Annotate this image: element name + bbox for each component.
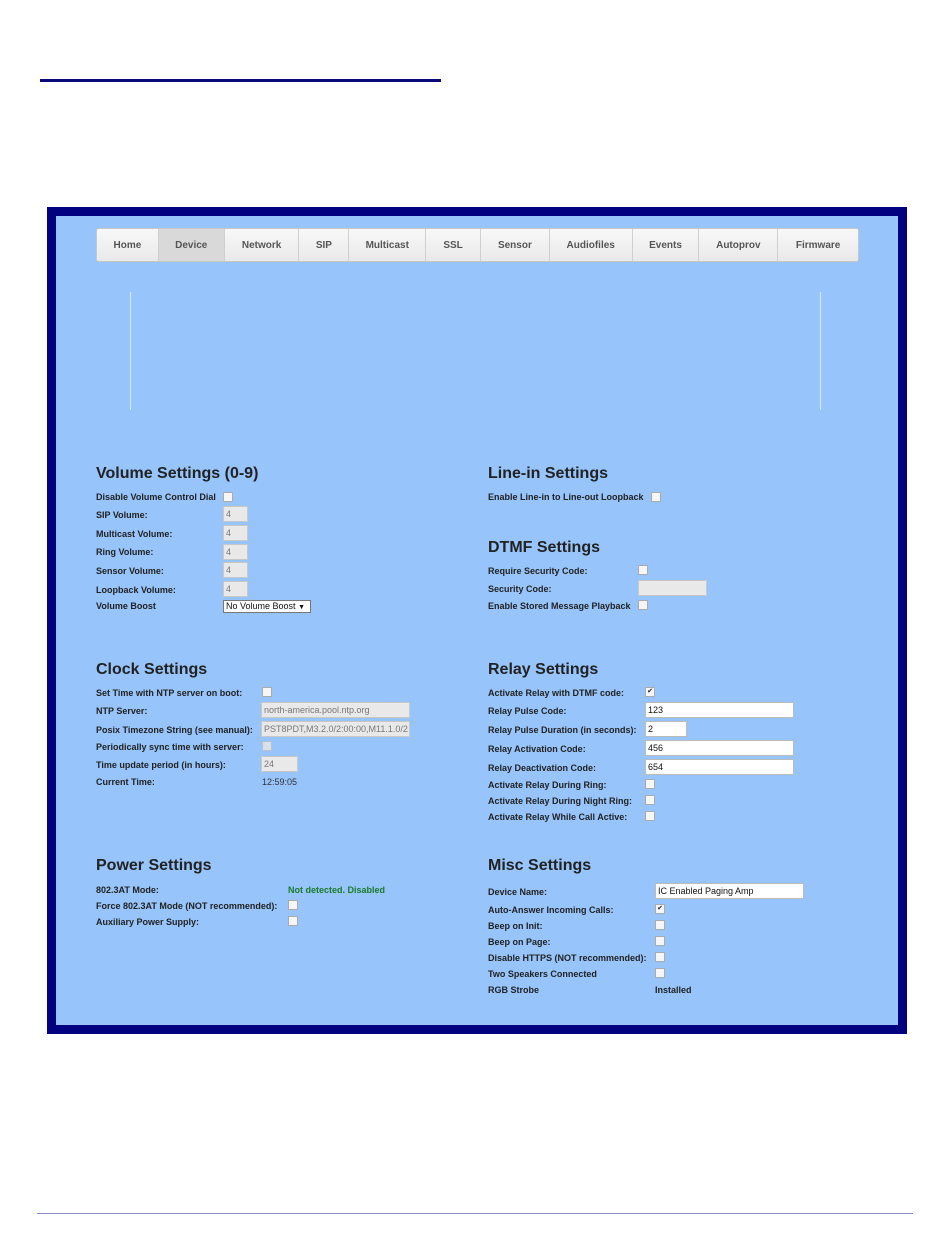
- misc-settings-section: [488, 857, 848, 1007]
- relay-ring-label: Activate Relay During Ring:: [488, 780, 607, 790]
- current-time-value: 12:59:05: [262, 777, 298, 787]
- rgb-strobe-label: RGB Strobe: [488, 985, 540, 995]
- relay-settings-title: Relay Settings: [488, 661, 599, 678]
- beep-on-init-checkbox[interactable]: [655, 920, 665, 930]
- device-settings-frame: [47, 207, 907, 1034]
- loopback-volume-label: Loopback Volume:: [96, 585, 176, 595]
- relay-pulse-code-input[interactable]: 123: [645, 702, 794, 718]
- content-divider-left: [130, 292, 131, 410]
- relay-settings-section: [488, 661, 848, 831]
- ntp-on-boot-label: Set Time with NTP server on boot:: [96, 688, 243, 698]
- stored-message-playback-checkbox[interactable]: [638, 600, 648, 610]
- update-period-label: Time update period (in hours):: [96, 760, 226, 770]
- device-name-label: Device Name:: [488, 887, 548, 897]
- relay-pulse-duration-label: Relay Pulse Duration (in seconds):: [488, 725, 637, 735]
- tab-ssl[interactable]: SSL: [426, 229, 481, 261]
- tab-home[interactable]: Home: [97, 229, 159, 261]
- force-poe-label: Force 802.3AT Mode (NOT recommended):: [96, 901, 278, 911]
- timezone-input[interactable]: PST8PDT,M3.2.0/2:00:00,M11.1.0/2: [261, 721, 410, 737]
- disable-https-label: Disable HTTPS (NOT recommended):: [488, 953, 647, 963]
- tab-events[interactable]: Events: [633, 229, 700, 261]
- ring-volume-label: Ring Volume:: [96, 547, 154, 557]
- poe-mode-label: 802.3AT Mode:: [96, 885, 159, 895]
- linein-settings-title: Line-in Settings: [488, 465, 608, 482]
- aux-power-label: Auxiliary Power Supply:: [96, 917, 200, 927]
- disable-https-checkbox[interactable]: [655, 952, 665, 962]
- security-code-input[interactable]: [638, 580, 707, 596]
- relay-night-ring-checkbox[interactable]: [645, 795, 655, 805]
- ntp-server-input[interactable]: north-america.pool.ntp.org: [261, 702, 410, 718]
- stored-message-playback-label: Enable Stored Message Playback: [488, 601, 631, 611]
- force-poe-checkbox[interactable]: [288, 900, 298, 910]
- sensor-volume-label: Sensor Volume:: [96, 566, 164, 576]
- misc-settings-title: Misc Settings: [488, 857, 592, 874]
- auto-answer-label: Auto-Answer Incoming Calls:: [488, 905, 614, 915]
- dtmf-settings-title: DTMF Settings: [488, 539, 600, 556]
- sensor-volume-input[interactable]: 4: [223, 562, 248, 578]
- tab-firmware[interactable]: Firmware: [778, 229, 858, 261]
- aux-power-checkbox[interactable]: [288, 916, 298, 926]
- auto-answer-checkbox[interactable]: ✔: [655, 904, 665, 914]
- linein-settings-section: [488, 465, 848, 505]
- bottom-rule: [37, 1213, 913, 1214]
- ntp-on-boot-checkbox[interactable]: [262, 687, 272, 697]
- linein-loopback-checkbox[interactable]: [651, 492, 661, 502]
- ntp-server-label: NTP Server:: [96, 706, 148, 716]
- relay-pulse-code-label: Relay Pulse Code:: [488, 706, 567, 716]
- tab-network[interactable]: Network: [225, 229, 300, 261]
- periodic-sync-label: Periodically sync time with server:: [96, 742, 244, 752]
- relay-call-active-label: Activate Relay While Call Active:: [488, 812, 628, 822]
- relay-activation-code-label: Relay Activation Code:: [488, 744, 586, 754]
- relay-dtmf-label: Activate Relay with DTMF code:: [488, 688, 625, 698]
- multicast-volume-input[interactable]: 4: [223, 525, 248, 541]
- periodic-sync-checkbox[interactable]: [262, 741, 272, 751]
- relay-deactivation-code-label: Relay Deactivation Code:: [488, 763, 597, 773]
- volume-settings-title: Volume Settings (0-9): [96, 465, 259, 482]
- relay-deactivation-code-input[interactable]: 654: [645, 759, 794, 775]
- tab-multicast[interactable]: Multicast: [349, 229, 426, 261]
- volume-boost-select[interactable]: [223, 600, 311, 613]
- ring-volume-input[interactable]: 4: [223, 544, 248, 560]
- volume-boost-label: Volume Boost: [96, 601, 156, 611]
- power-settings-title: Power Settings: [96, 857, 212, 874]
- top-rule: [40, 79, 441, 82]
- beep-on-page-label: Beep on Page:: [488, 937, 551, 947]
- tab-audiofiles[interactable]: Audiofiles: [550, 229, 633, 261]
- beep-on-init-label: Beep on Init:: [488, 921, 543, 931]
- security-code-label: Security Code:: [488, 584, 552, 594]
- current-time-label: Current Time:: [96, 777, 155, 787]
- relay-night-ring-label: Activate Relay During Night Ring:: [488, 796, 633, 806]
- relay-pulse-duration-input[interactable]: 2: [645, 721, 687, 737]
- sip-volume-input[interactable]: 4: [223, 506, 248, 522]
- require-security-code-checkbox[interactable]: [638, 565, 648, 575]
- relay-activation-code-input[interactable]: 456: [645, 740, 794, 756]
- sip-volume-label: SIP Volume:: [96, 510, 148, 520]
- device-name-input[interactable]: IC Enabled Paging Amp: [655, 883, 804, 899]
- rgb-strobe-value: Installed: [655, 985, 692, 995]
- tab-sensor[interactable]: Sensor: [481, 229, 550, 261]
- update-period-input[interactable]: 24: [261, 756, 298, 772]
- disable-volume-dial-checkbox[interactable]: [223, 492, 233, 502]
- require-security-code-label: Require Security Code:: [488, 566, 588, 576]
- poe-mode-status: Not detected. Disabled: [288, 885, 386, 895]
- two-speakers-label: Two Speakers Connected: [488, 969, 597, 979]
- tab-sip[interactable]: SIP: [299, 229, 349, 261]
- linein-loopback-label: Enable Line-in to Line-out Loopback: [488, 492, 644, 502]
- content-divider-right: [820, 292, 821, 410]
- nav-tabs: [96, 228, 859, 262]
- tab-device[interactable]: Device: [159, 229, 225, 261]
- relay-ring-checkbox[interactable]: [645, 779, 655, 789]
- power-settings-section: [96, 857, 436, 937]
- chevron-down-icon: ▼: [298, 604, 305, 611]
- timezone-label: Posix Timezone String (see manual):: [96, 725, 253, 735]
- multicast-volume-label: Multicast Volume:: [96, 529, 173, 539]
- relay-dtmf-checkbox[interactable]: ✔: [645, 687, 655, 697]
- dtmf-settings-section: [488, 539, 848, 619]
- two-speakers-checkbox[interactable]: [655, 968, 665, 978]
- disable-volume-dial-label: Disable Volume Control Dial: [96, 492, 216, 502]
- tab-autoprov[interactable]: Autoprov: [699, 229, 778, 261]
- clock-settings-title: Clock Settings: [96, 661, 208, 678]
- beep-on-page-checkbox[interactable]: [655, 936, 665, 946]
- volume-settings-section: [96, 465, 436, 625]
- volume-boost-value: No Volume Boost: [226, 601, 296, 611]
- clock-settings-section: [96, 661, 436, 791]
- relay-call-active-checkbox[interactable]: [645, 811, 655, 821]
- loopback-volume-input[interactable]: 4: [223, 581, 248, 597]
